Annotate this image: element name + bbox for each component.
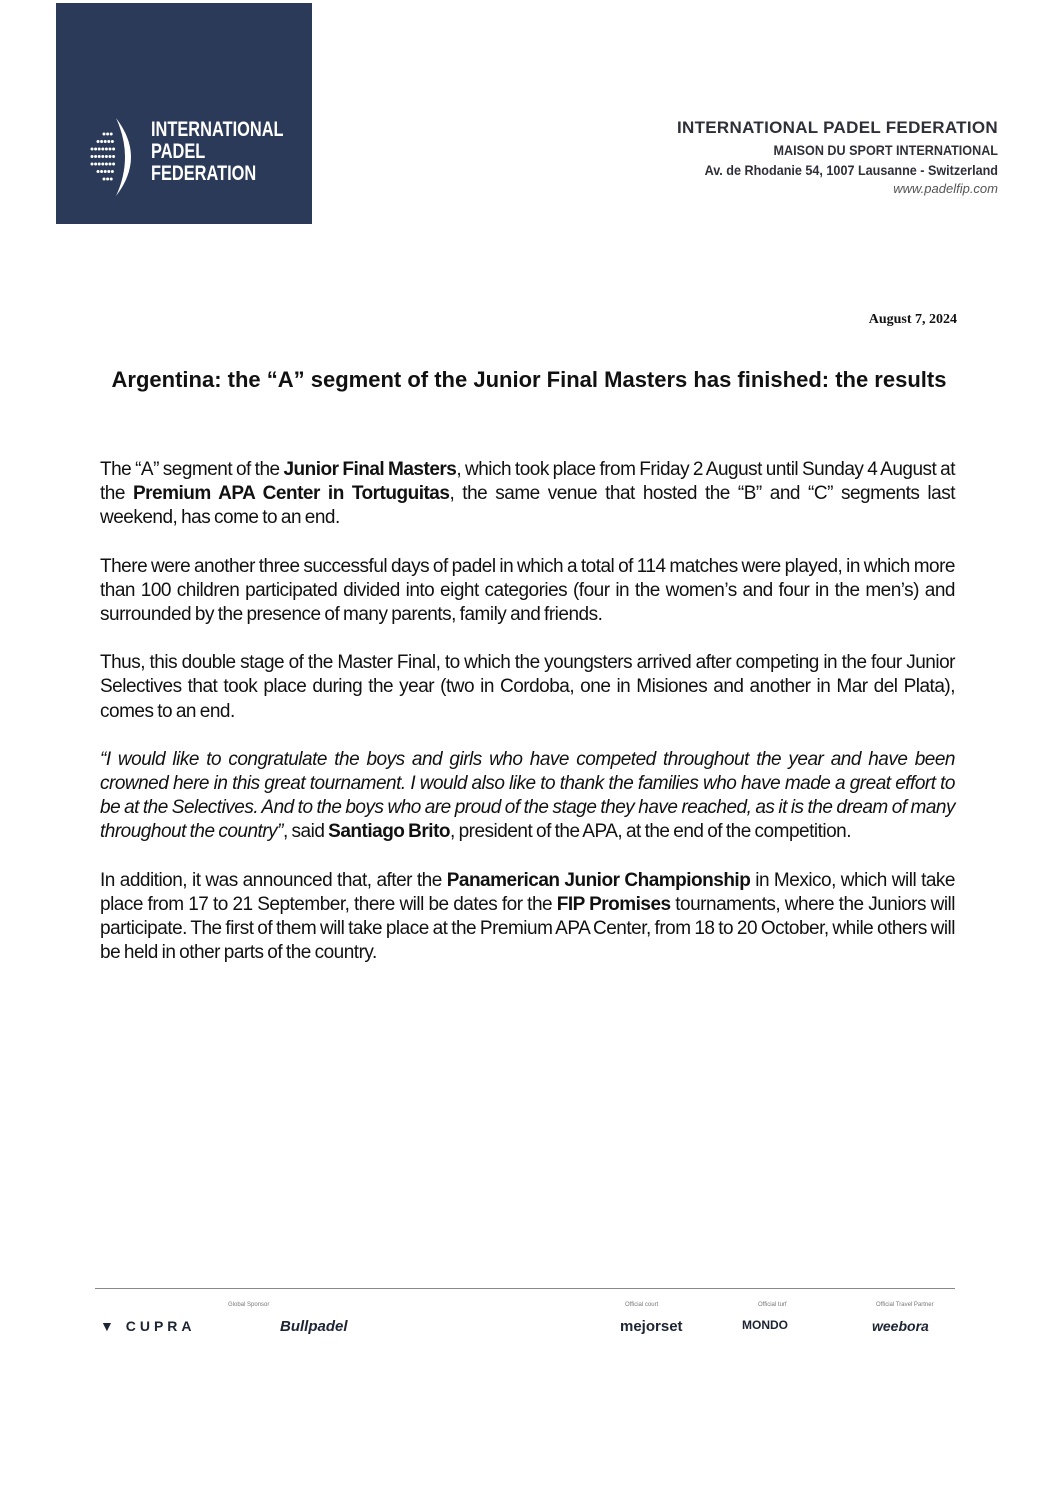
bullpadel-logo: Bullpadel <box>280 1318 348 1335</box>
document-body <box>100 458 955 989</box>
bold-text: Panamerican Junior Championship <box>446 869 751 891</box>
quote-text: “I would like to congratulate the boys and girls who have competed throughout the year and have been crowned here in this great tournament. I would also like to thank the families who have made a great effort to be at the Selectives. And to the boys who are proud of the stage they have reached, as it is the dream of many throughout the country” <box>100 748 955 843</box>
text-run: Thus, this double stage of the Master Final, to which the youngsters arrived after competing in the four Junior Selectives that took place during the year (two in Cordoba, one in Misiones and another in Mar del Plata), comes to an end. <box>100 652 955 722</box>
text-run: , president of the APA, at the end of the competition. <box>450 821 851 843</box>
website-link[interactable]: www.padelfip.com <box>893 181 998 196</box>
text-run: , the same venue that hosted the “B” and “C” segments last weekend, has come to an end. <box>100 483 955 529</box>
paragraph <box>100 458 955 531</box>
text-run: tournaments, where the Juniors will participate. The first of them will take place at the Premium APA Center, from 18 to 20 October, while others will be held in other parts of the country. <box>100 893 955 964</box>
text-run: in Mexico, which will take place from 17 to 21 September, there will be dates for the <box>100 869 955 915</box>
fip-logo-block <box>56 3 312 224</box>
paragraph <box>100 651 955 724</box>
text-run: , which took place from Friday 2 August until Sunday 4 August at the <box>100 459 955 505</box>
footer-divider <box>95 1288 955 1289</box>
bold-text: Premium APA Center in Tortuguitas <box>132 483 450 505</box>
org-line-1: MAISON DU SPORT INTERNATIONAL <box>773 142 998 158</box>
official-court-label: Official court <box>625 1302 659 1308</box>
mejorset-logo: mejorset <box>620 1318 683 1335</box>
text-run: The “A” segment of the <box>100 459 284 480</box>
cupra-logo: ▼ CUPRA <box>100 1318 196 1334</box>
global-sponsor-label: Global Sponsor <box>228 1302 270 1308</box>
org-address <box>672 118 998 196</box>
bold-text: FIP Promises <box>556 893 671 915</box>
official-turf-label: Official turf <box>758 1302 787 1308</box>
paragraph <box>100 555 955 628</box>
document-title: Argentina: the “A” segment of the Junior Final Masters has finished: the results <box>111 367 947 392</box>
padel-ball-icon <box>84 116 144 198</box>
text-run: , said <box>282 821 329 843</box>
text-run: In addition, it was announced that, after the <box>100 869 447 891</box>
travel-partner-label: Official Travel Partner <box>876 1302 934 1308</box>
logo-text <box>151 119 284 185</box>
weebora-logo: weebora <box>872 1318 929 1334</box>
logo-line: FEDERATION <box>151 162 257 185</box>
cupra-text: CUPRA <box>125 1318 196 1334</box>
bold-text: Junior Final Masters <box>283 459 457 480</box>
paragraph <box>100 869 955 966</box>
mondo-logo: MONDO <box>742 1318 788 1332</box>
paragraph <box>100 748 955 845</box>
bold-text: Santiago Brito <box>328 821 451 843</box>
org-line-2: Av. de Rhodanie 54, 1007 Lausanne - Switzerland <box>704 162 998 178</box>
logo-line: PADEL <box>151 140 206 163</box>
org-name: INTERNATIONAL PADEL FEDERATION <box>677 118 998 137</box>
text-run: There were another three successful days of padel in which a total of 114 matches were played, in which more than 100 children participated divided into eight categories (four in the women’s and four in the men’s) and surrounded by the presence of many parents, family and friends. <box>100 555 955 626</box>
document-date: August 7, 2024 <box>868 312 957 327</box>
logo-line: INTERNATIONAL <box>151 118 284 141</box>
